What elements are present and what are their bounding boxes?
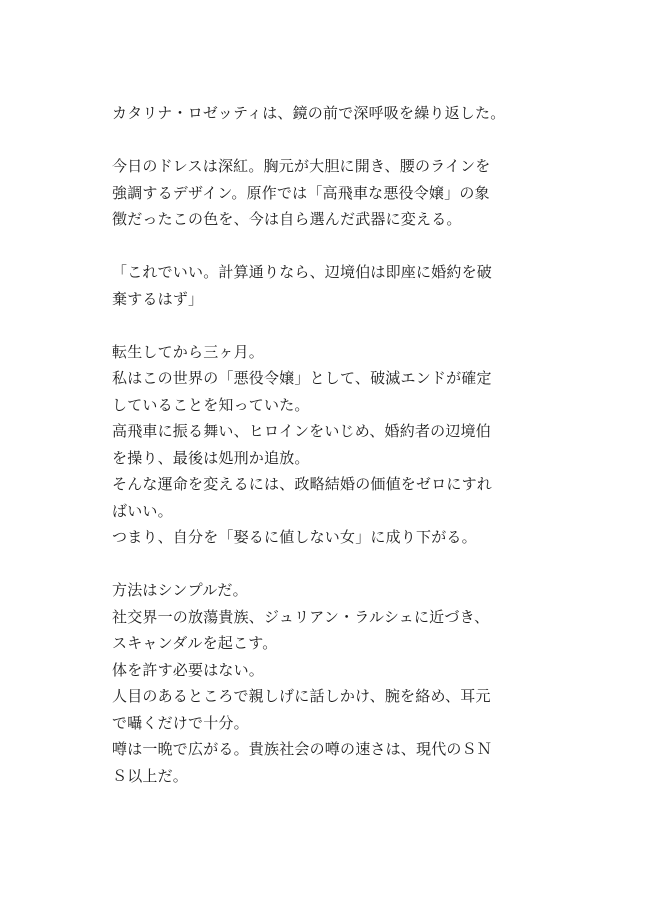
text-line: 人目のあるところで親しげに話しかけ、腕を絡め、耳元 (112, 687, 491, 705)
paragraph-3 (112, 259, 552, 312)
text-line: カタリナ・ロゼッティは、鏡の前で深呼吸を繰り返した。 (112, 104, 506, 122)
text-line: 高飛車に振る舞い、ヒロインをいじめ、婚約者の辺境伯 (112, 422, 491, 440)
text-line: スキャンダルを起こす。 (112, 634, 278, 652)
text-line: を操り、最後は処刑か追放。 (112, 448, 310, 467)
text-line: 「これでいい。計算通りなら、辺境伯は即座に婚約を破 (112, 263, 493, 281)
paragraph-gap (112, 127, 552, 154)
text-line: 私はこの世界の「悪役令嬢」として、破滅エンドが確定 (112, 369, 492, 387)
text-line: 転生してから三ヶ月。 (112, 342, 265, 361)
paragraph-2 (112, 153, 552, 233)
text-line: 方法はシンプルだ。 (112, 581, 248, 599)
paragraph-1 (112, 100, 552, 127)
text-line: 今日のドレスは深紅。胸元が大胆に開き、腰のラインを (112, 157, 491, 175)
text-line: 徴だったこの色を、今は自ら選んだ武器に変える。 (112, 210, 462, 228)
paragraph-gap (112, 233, 552, 260)
paragraph-4 (112, 339, 552, 551)
text-line: 噂は一晩で広がる。貴族社会の噂の速さは、現代のＳＮ (112, 740, 493, 758)
text-line: つまり、自分を「娶るに値しない女」に成り下がる。 (112, 528, 477, 546)
text-line: 体を許す必要はない。 (112, 660, 265, 679)
text-line: そんな運命を変えるには、政略結婚の価値をゼロにすれ (112, 475, 493, 493)
paragraph-gap (112, 312, 552, 339)
paragraph-5 (112, 577, 552, 789)
text-line: Ｓ以上だ。 (112, 766, 189, 785)
text-line: で囁くだけで十分。 (112, 713, 249, 732)
novel-text (112, 100, 552, 789)
text-line: 強調するデザイン。原作では「高飛車な悪役令嬢」の象 (112, 183, 490, 202)
text-line: 棄するはず」 (112, 289, 204, 308)
text-line: ばいい。 (112, 501, 173, 520)
paragraph-gap (112, 551, 552, 578)
text-line: していることを知っていた。 (112, 395, 310, 414)
text-line: 社交界一の放蕩貴族、ジュリアン・ラルシェに近づき、 (112, 607, 490, 626)
